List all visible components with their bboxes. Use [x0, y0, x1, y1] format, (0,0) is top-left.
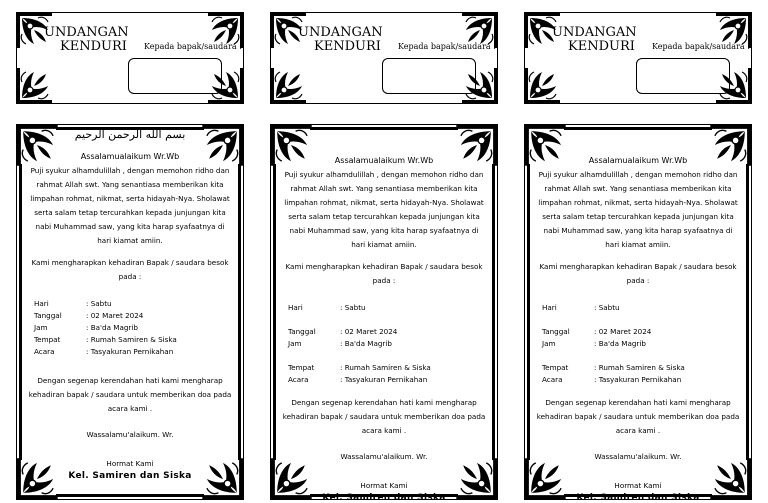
cover-title [552, 26, 637, 54]
event-details [282, 302, 486, 386]
event-details [28, 298, 232, 358]
border-line [564, 127, 712, 130]
detail-value: : 02 Maret 2024 [86, 311, 144, 320]
cover-title-line1: UNDANGAN [298, 25, 383, 40]
detail-row-place [288, 362, 486, 374]
detail-label: Jam [542, 339, 556, 348]
border-line [56, 494, 204, 497]
border-line [492, 164, 495, 460]
detail-row-time [288, 338, 486, 350]
opening-paragraph: Puji syukur alhamdulillah , dengan memohon ridho dan rahmat Allah swt. Yang senantiasa memberikan kita limpahan rohmat, nikmat, serta hidayah-Nya. Sholawat serta salam tetap tercurahkan kepada junjungan kita nabi Muhammad saw, yang kita harap syafaatnya di hari kiamat amiin. [30, 166, 230, 245]
border-line [527, 164, 530, 460]
signature: Kel. Samiren dan Siska [322, 493, 446, 503]
detail-row-time [542, 338, 740, 350]
farewell-greeting: Wassalamu'alaikum. Wr. [594, 452, 682, 461]
signature: Kel. Samiren dan Siska [576, 493, 700, 503]
recipient-label: Kepada bapak/saudara : [398, 42, 496, 51]
invitation-letter [270, 124, 498, 503]
greeting: Assalamualaikum Wr.Wb [334, 156, 434, 165]
greeting: Assalamualaikum Wr.Wb [588, 156, 688, 165]
recipient-address-box [382, 58, 476, 94]
recipient-address-box [128, 58, 222, 94]
cover-title-line1: UNDANGAN [552, 25, 637, 40]
letter-content [536, 146, 740, 503]
ornament-corner-icon [522, 66, 562, 106]
greeting: Assalamualaikum Wr.Wb [80, 152, 180, 161]
cover-title [298, 26, 383, 54]
detail-label: Acara [288, 375, 309, 384]
invitation-column-2 [270, 0, 498, 503]
detail-row-time [34, 322, 232, 334]
detail-label: Hari [34, 299, 49, 308]
envelope-cover [270, 12, 498, 104]
farewell-greeting: Wassalamu'alaikum. Wr. [86, 430, 174, 439]
closing-paragraph: Dengan segenap kerendahan hati kami mengharap kehadiran bapak / saudara untuk memberikan doa pada acara kami . [28, 376, 232, 413]
invitation-paragraph: Kami mengharapkan kehadiran Bapak / saudara besok pada : [539, 262, 737, 285]
detail-label: Tanggal [34, 311, 62, 320]
invitation-letter [16, 124, 244, 500]
cover-title-line1: UNDANGAN [44, 25, 129, 40]
detail-value: : Sabtu [86, 299, 112, 308]
detail-value: : Rumah Samiren & Siska [86, 335, 177, 344]
envelope-cover [16, 12, 244, 104]
opening-paragraph: Puji syukur alhamdulillah , dengan memohon ridho dan rahmat Allah swt. Yang senantiasa memberikan kita limpahan rohmat, nikmat, serta hidayah-Nya. Sholawat serta salam tetap tercurahkan kepada junjungan kita nabi Muhammad saw, yang kita harap syafaatnya di hari kiamat amiin. [538, 170, 738, 249]
detail-value: : Tasyakuran Pernikahan [594, 375, 682, 384]
detail-value: : Ba'da Magrib [594, 339, 646, 348]
regards-label: Hormat Kami [106, 459, 154, 468]
ornament-corner-icon [14, 66, 54, 106]
border-line [746, 164, 749, 460]
detail-label: Tempat [542, 363, 569, 372]
detail-label: Tanggal [542, 327, 570, 336]
cover-title-line2: KENDURI [60, 39, 127, 54]
detail-row-date [542, 326, 740, 338]
invitation-paragraph: Kami mengharapkan kehadiran Bapak / saudara besok pada : [31, 258, 229, 281]
detail-label: Jam [288, 339, 302, 348]
detail-value: : Ba'da Magrib [340, 339, 392, 348]
detail-label: Acara [542, 375, 563, 384]
detail-value: : Tasyakuran Pernikahan [340, 375, 428, 384]
detail-row-day [34, 298, 232, 310]
detail-row-date [288, 326, 486, 338]
envelope-cover [524, 12, 752, 104]
cover-title [44, 26, 129, 54]
detail-label: Acara [34, 347, 55, 356]
letter-content [28, 128, 232, 482]
border-line [310, 127, 458, 130]
detail-row-event [34, 346, 232, 358]
detail-row-date [34, 310, 232, 322]
detail-value: : Rumah Samiren & Siska [594, 363, 685, 372]
detail-row-place [34, 334, 232, 346]
ornament-corner-icon [268, 66, 308, 106]
detail-row-day [288, 302, 486, 314]
detail-value: : 02 Maret 2024 [594, 327, 652, 336]
detail-value: : Sabtu [340, 303, 366, 312]
closing-paragraph: Dengan segenap kerendahan hati kami mengharap kehadiran bapak / saudara untuk memberikan doa pada acara kami . [282, 398, 486, 435]
detail-value: : Ba'da Magrib [86, 323, 138, 332]
recipient-label: Kepada bapak/saudara : [144, 42, 242, 51]
event-details [536, 302, 740, 386]
signature: Kel. Samiren dan Siska [68, 471, 192, 481]
detail-value: : Rumah Samiren & Siska [340, 363, 431, 372]
detail-label: Tempat [288, 363, 315, 372]
cover-title-line2: KENDURI [568, 39, 635, 54]
detail-value: : 02 Maret 2024 [340, 327, 398, 336]
bismillah-calligraphy: بسم الله الرحمن الرحيم [74, 128, 186, 141]
border-line [238, 164, 241, 460]
recipient-label: Kepada bapak/saudara : [652, 42, 750, 51]
detail-value: : Tasyakuran Pernikahan [86, 347, 174, 356]
detail-row-event [288, 374, 486, 386]
detail-row-place [542, 362, 740, 374]
detail-label: Hari [542, 303, 557, 312]
invitation-column-1 [16, 0, 244, 503]
cover-title-line2: KENDURI [314, 39, 381, 54]
border-line [19, 164, 22, 460]
detail-row-day [542, 302, 740, 314]
detail-value: : Sabtu [594, 303, 620, 312]
detail-label: Tanggal [288, 327, 316, 336]
closing-paragraph: Dengan segenap kerendahan hati kami mengharap kehadiran bapak / saudara untuk memberikan doa pada acara kami . [536, 398, 740, 435]
invitation-paragraph: Kami mengharapkan kehadiran Bapak / saudara besok pada : [285, 262, 483, 285]
border-line [273, 164, 276, 460]
regards-label: Hormat Kami [360, 481, 408, 490]
detail-row-event [542, 374, 740, 386]
regards-label: Hormat Kami [614, 481, 662, 490]
recipient-address-box [636, 58, 730, 94]
invitation-letter [524, 124, 752, 503]
opening-paragraph: Puji syukur alhamdulillah , dengan memohon ridho dan rahmat Allah swt. Yang senantiasa memberikan kita limpahan rohmat, nikmat, serta hidayah-Nya. Sholawat serta salam tetap tercurahkan kepada junjungan kita nabi Muhammad saw, yang kita harap syafaatnya di hari kiamat amiin. [284, 170, 484, 249]
detail-label: Hari [288, 303, 303, 312]
invitation-column-3 [524, 0, 752, 503]
detail-label: Tempat [34, 335, 61, 344]
detail-label: Jam [34, 323, 48, 332]
farewell-greeting: Wassalamu'alaikum. Wr. [340, 452, 428, 461]
letter-content [282, 146, 486, 503]
